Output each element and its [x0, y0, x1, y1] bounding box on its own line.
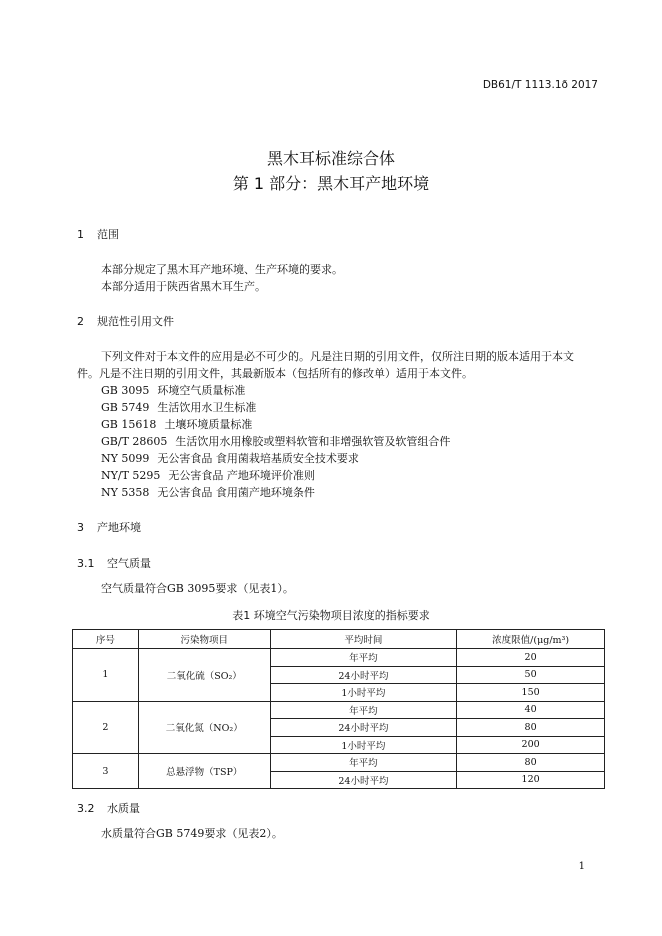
section-2-heading: [77, 313, 174, 329]
limit-value-cell: 20: [457, 649, 605, 667]
limit-value-cell: 40: [457, 701, 605, 719]
table-header-cell: 平均时间: [270, 630, 457, 649]
section-number: 1: [77, 228, 84, 241]
pollutant-cell: 二氧化氮（NO₂）: [138, 701, 270, 754]
row-number-cell: 1: [73, 649, 139, 702]
section-3-heading: [77, 519, 141, 535]
reference-code: GB 3095: [101, 384, 150, 397]
pollutant-cell: 二氧化硫（SO₂）: [138, 649, 270, 702]
row-number-cell: 2: [73, 701, 139, 754]
paragraph: 件。凡是不注日期的引用文件，其最新版本（包括所有的修改单）适用于本文件。: [77, 367, 473, 380]
averaging-time-cell: 1小时平均: [270, 684, 457, 702]
reference-code: NY 5358: [101, 486, 150, 499]
section-title: 水质量: [107, 802, 140, 815]
averaging-time-cell: 年平均: [270, 754, 457, 772]
reference-item: [101, 467, 315, 483]
reference-code: NY 5099: [101, 452, 150, 465]
reference-title: 无公害食品 产地环境评价准则: [168, 469, 315, 482]
reference-item: [101, 399, 256, 415]
section-number: 3.2: [77, 802, 95, 815]
table-row: [73, 701, 605, 719]
section-3-2-heading: [77, 800, 140, 816]
limit-value-cell: 120: [457, 771, 605, 789]
reference-code: GB 15618: [101, 418, 157, 431]
section-title: 范围: [97, 228, 119, 241]
reference-item: [101, 382, 245, 398]
section-title: 规范性引用文件: [97, 315, 174, 328]
paragraph: 空气质量符合GB 3095要求（见表1）。: [101, 582, 294, 595]
reference-item: [101, 484, 315, 500]
averaging-time-cell: 年平均: [270, 649, 457, 667]
reference-title: 环境空气质量标准: [157, 384, 246, 397]
document-title: 黑木耳标准综合体: [266, 149, 395, 168]
row-number-cell: 3: [73, 754, 139, 789]
table-caption: 表1 环境空气污染物项目浓度的指标要求: [232, 609, 430, 622]
averaging-time-cell: 年平均: [270, 701, 457, 719]
table-row: [73, 754, 605, 772]
table-header-cell: 浓度限值/(μg/m³): [457, 630, 605, 649]
reference-title: 无公害食品 食用菌栽培基质安全技术要求: [157, 452, 359, 465]
paragraph: 本部分规定了黑木耳产地环境、生产环境的要求。: [101, 263, 343, 276]
page-number: 1: [578, 861, 585, 872]
limit-value-cell: 80: [457, 719, 605, 737]
averaging-time-cell: 1小时平均: [270, 736, 457, 754]
averaging-time-cell: 24小时平均: [270, 666, 457, 684]
reference-title: 无公害食品 食用菌产地环境条件: [157, 486, 315, 499]
limit-value-cell: 150: [457, 684, 605, 702]
paragraph: 水质量符合GB 5749要求（见表2）。: [101, 827, 283, 840]
section-title: 产地环境: [97, 521, 141, 534]
limit-value-cell: 80: [457, 754, 605, 772]
limit-value-cell: 50: [457, 666, 605, 684]
table-header-row: [73, 630, 605, 649]
section-number: 3.1: [77, 557, 95, 570]
reference-item: [101, 450, 359, 466]
reference-code: NY/T 5295: [101, 469, 161, 482]
reference-title: 土壤环境质量标准: [164, 418, 253, 431]
table-row: [73, 649, 605, 667]
pollutant-table: [72, 629, 605, 789]
reference-code: GB/T 28605: [101, 435, 168, 448]
reference-title: 生活饮用水用橡胶或塑料软管和非增强软管及软管组合件: [175, 435, 451, 448]
limit-value-cell: 200: [457, 736, 605, 754]
table-header-cell: 序号: [73, 630, 139, 649]
paragraph: 下列文件对于本文件的应用是必不可少的。凡是注日期的引用文件，仅所注日期的版本适用于本文: [101, 350, 574, 363]
pollutant-cell: 总悬浮物（TSP）: [138, 754, 270, 789]
section-1-heading: [77, 226, 119, 242]
section-3-1-heading: [77, 555, 151, 571]
part-title: 第 1 部分：黑木耳产地环境: [232, 174, 430, 193]
averaging-time-cell: 24小时平均: [270, 771, 457, 789]
document-code: DB61/T 1113.1ð 2017: [482, 79, 598, 91]
paragraph: 本部分适用于陕西省黑木耳生产。: [101, 280, 266, 293]
section-title: 空气质量: [107, 557, 151, 570]
reference-item: [101, 416, 252, 432]
section-number: 3: [77, 521, 84, 534]
section-number: 2: [77, 315, 84, 328]
reference-title: 生活饮用水卫生标准: [157, 401, 257, 414]
reference-item: [101, 433, 450, 449]
table-header-cell: 污染物项目: [138, 630, 270, 649]
reference-code: GB 5749: [101, 401, 150, 414]
averaging-time-cell: 24小时平均: [270, 719, 457, 737]
